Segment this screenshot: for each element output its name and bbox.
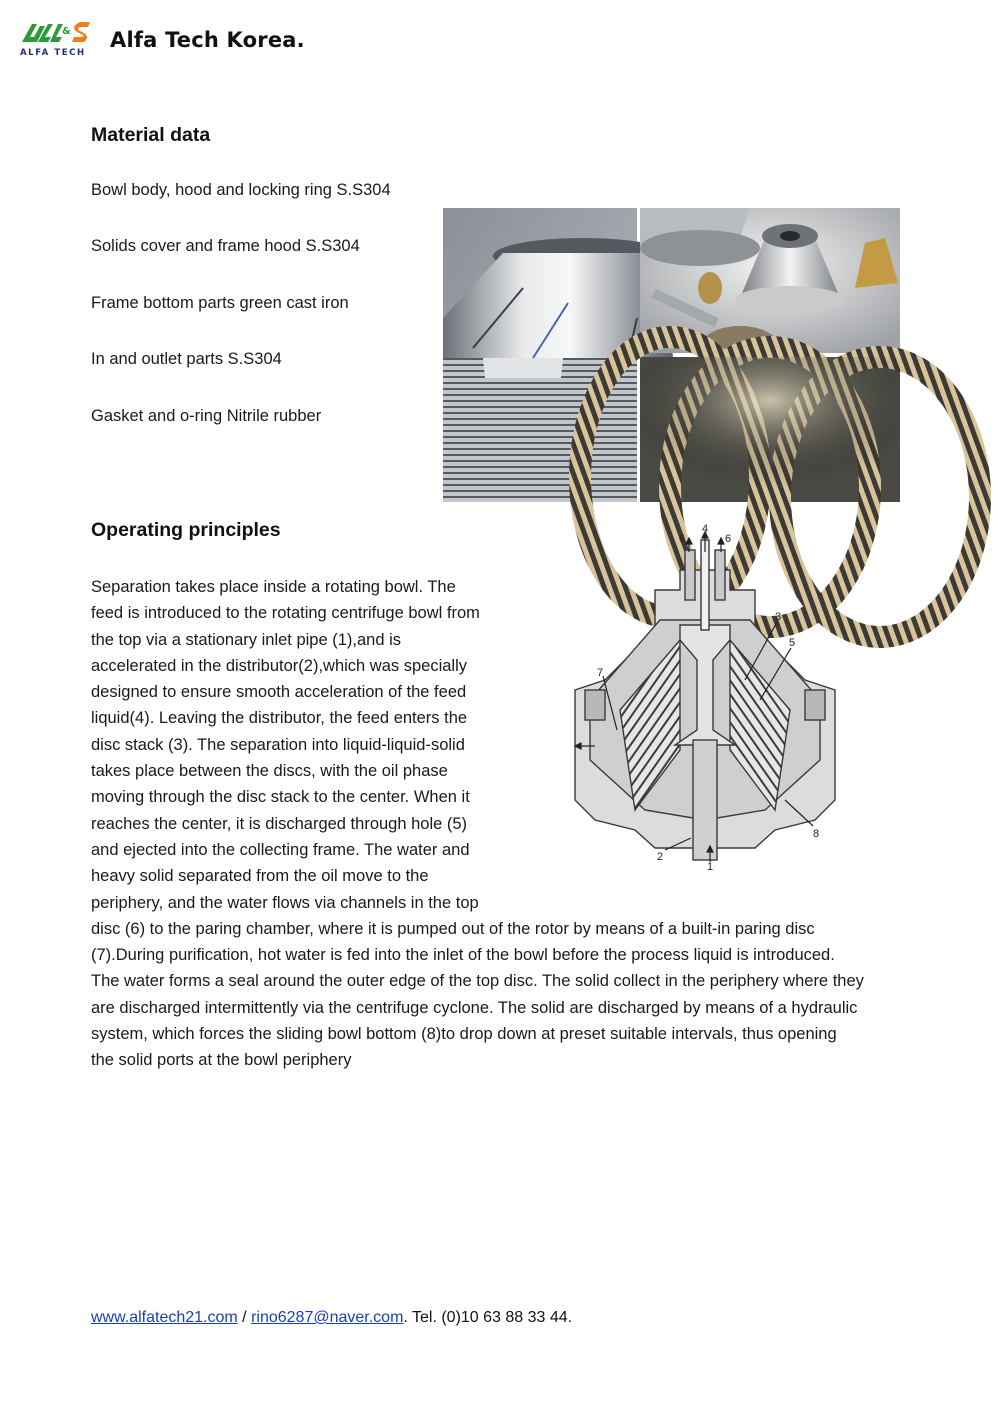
text-line: reaches the center, it is discharged through hole (5) bbox=[91, 814, 468, 833]
photo-collage bbox=[443, 208, 900, 502]
text-line: The water forms a seal around the outer edge of the top disc. The solid collect in the periphery where they bbox=[91, 972, 864, 991]
page-footer bbox=[91, 1309, 572, 1327]
material-data-title: Material data bbox=[91, 124, 211, 146]
text-line: Separation takes place inside a rotating bowl. The bbox=[91, 578, 456, 596]
svg-text:&: & bbox=[62, 26, 71, 37]
text-line: periphery, and the water flows via channels in the top bbox=[91, 893, 479, 912]
alfa-tech-logo-icon bbox=[18, 18, 96, 58]
text-line: accelerated in the distributor(2),which was specially bbox=[91, 656, 468, 675]
text-line: system, which forces the sliding bowl bottom (8)to drop down at preset suitable intervals, thus opening bbox=[91, 1025, 837, 1044]
footer-telephone: . Tel. (0)10 63 88 33 44. bbox=[403, 1309, 573, 1326]
centrifuge-diagram bbox=[565, 523, 845, 873]
company-logo bbox=[18, 18, 96, 58]
email-link[interactable]: rino6287@naver.com bbox=[251, 1309, 404, 1326]
diagram-label: 3 bbox=[775, 611, 782, 623]
material-item: Bowl body, hood and locking ring S.S304 bbox=[91, 181, 391, 199]
svg-text:ALFA TECH: ALFA TECH bbox=[20, 48, 86, 58]
diagram-label: 8 bbox=[813, 828, 820, 840]
text-line: liquid(4). Leaving the distributor, the feed enters the bbox=[91, 709, 468, 728]
diagram-label: 6 bbox=[678, 533, 685, 545]
brand-name: Alfa Tech Korea. bbox=[110, 28, 305, 52]
footer-separator: / bbox=[237, 1309, 252, 1326]
text-line: are discharged intermittently via the centrifuge cyclone. The solid are discharged by means of a hydraulic bbox=[91, 998, 858, 1017]
material-item: Gasket and o-ring Nitrile rubber bbox=[91, 407, 322, 425]
text-line: disc (6) to the paring chamber, where it is pumped out of the rotor by means of a built-in paring disc bbox=[91, 919, 815, 938]
diagram-label: 5 bbox=[789, 637, 796, 649]
diagram-label: 2 bbox=[657, 851, 664, 863]
text-line: moving through the disc stack to the center. When it bbox=[91, 788, 470, 807]
diagram-label: 6 bbox=[725, 533, 732, 545]
diagram-label: 7 bbox=[597, 667, 604, 679]
page-header bbox=[18, 18, 418, 62]
material-item: Solids cover and frame hood S.S304 bbox=[91, 237, 360, 255]
operating-principles-title: Operating principles bbox=[91, 519, 281, 541]
text-line: disc stack (3). The separation into liquid-liquid-solid bbox=[91, 735, 465, 754]
gears-photo bbox=[640, 357, 900, 502]
text-line: heavy solid separated from the oil move to the bbox=[91, 867, 429, 886]
text-line: and ejected into the collecting frame. The water and bbox=[91, 840, 470, 859]
text-line: takes place between the discs, with the oil phase bbox=[91, 762, 448, 781]
text-line: the solid ports at the bowl periphery bbox=[91, 1051, 352, 1070]
diagram-label: 1 bbox=[706, 861, 714, 873]
text-line: (7).During purification, hot water is fed into the inlet of the bowl before the process liquid is introduced. bbox=[91, 946, 835, 965]
website-link[interactable]: www.alfatech21.com bbox=[91, 1309, 238, 1326]
material-item: In and outlet parts S.S304 bbox=[91, 350, 282, 368]
text-line: designed to ensure smooth acceleration of the feed bbox=[91, 683, 467, 702]
material-item: Frame bottom parts green cast iron bbox=[91, 294, 349, 312]
text-line: the top via a stationary inlet pipe (1),and is bbox=[91, 630, 402, 649]
disc-stack-photo bbox=[443, 208, 637, 502]
diagram-label: 4 bbox=[701, 523, 709, 535]
text-line: feed is introduced to the rotating centrifuge bowl from bbox=[91, 604, 480, 623]
